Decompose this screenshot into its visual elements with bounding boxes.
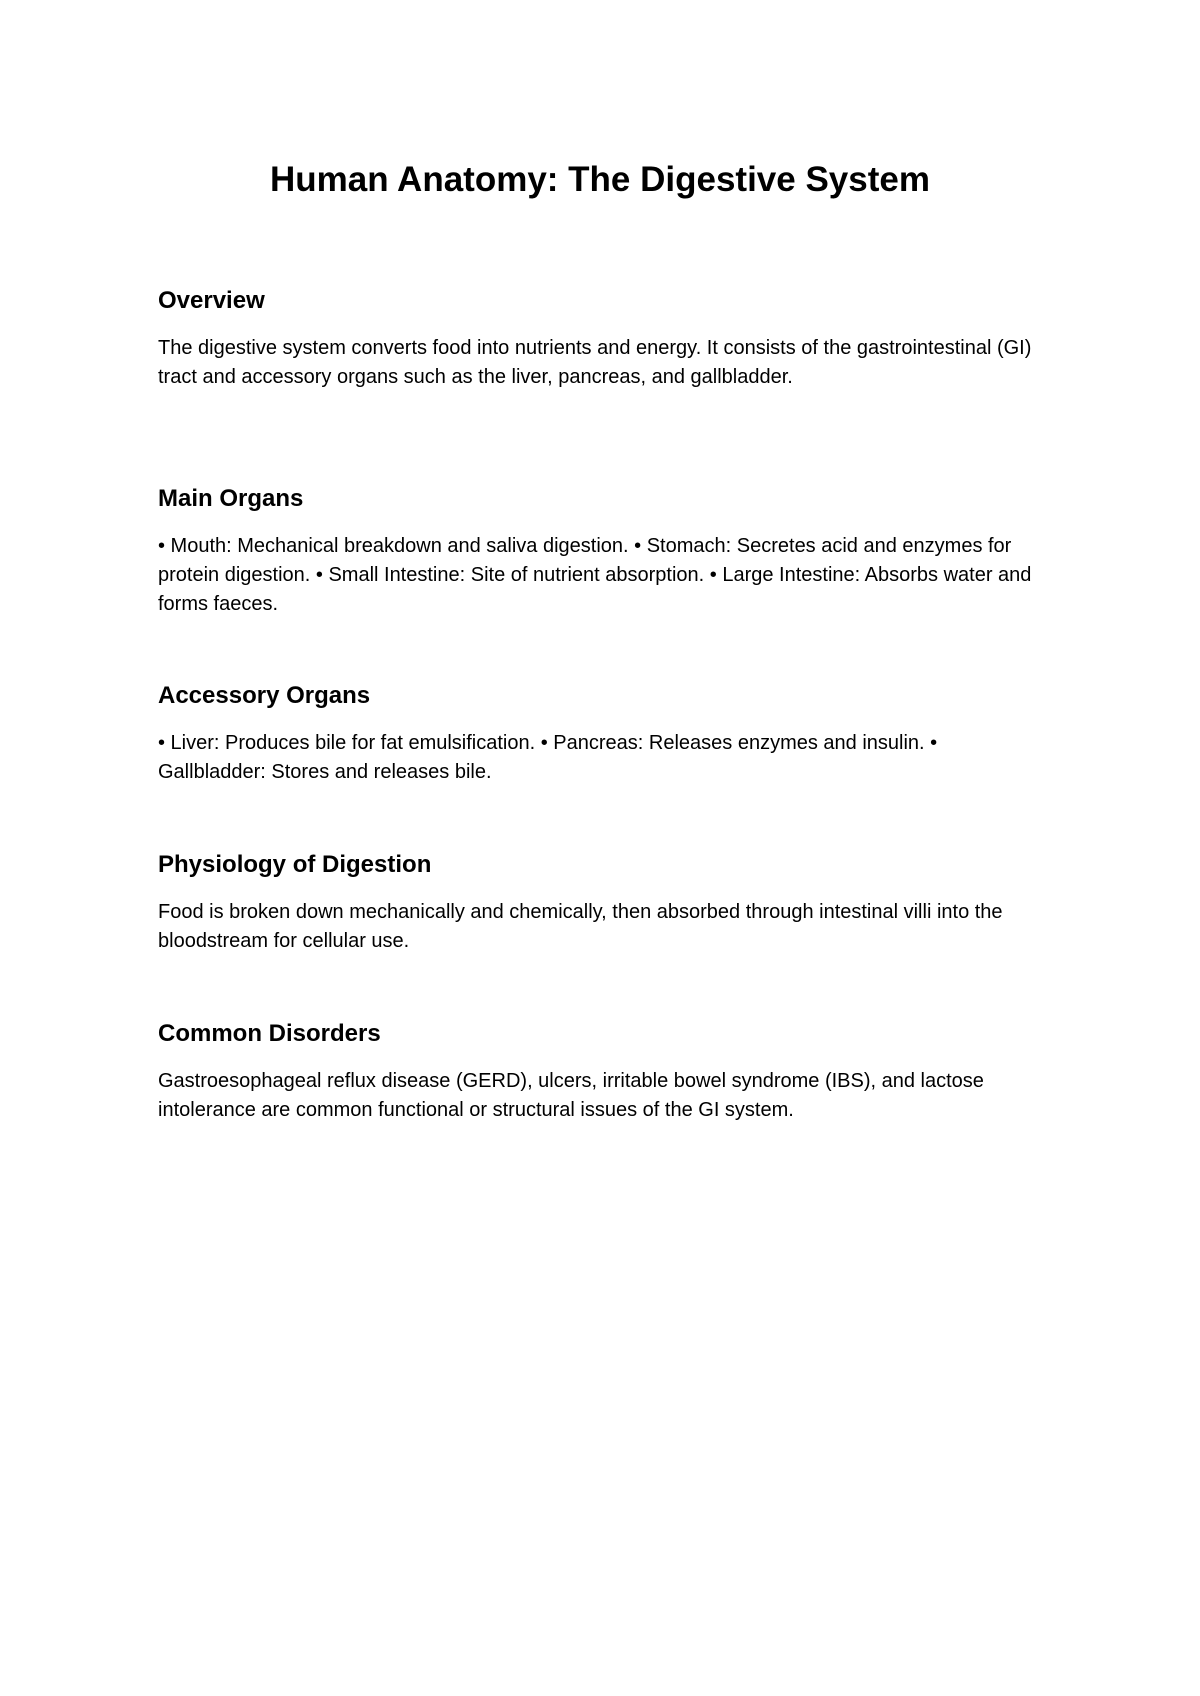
section-main-organs [158,484,1038,619]
section-body: • Liver: Produces bile for fat emulsification. • Pancreas: Releases enzymes and insulin. • Gallbladder: Stores and releases bile. [158,732,938,783]
section-heading: Main Organs [158,485,304,512]
section-common-disorders [158,1019,1038,1125]
section-heading: Physiology of Digestion [158,851,432,878]
section-body: • Mouth: Mechanical breakdown and saliva digestion. • Stomach: Secretes acid and enzymes for protein digestion. • Small Intestine: Site of nutrient absorption. • Large Intestine: Absorbs water and forms faeces. [158,535,1032,615]
document-title: Human Anatomy: The Digestive System [270,160,930,199]
section-heading: Common Disorders [158,1020,381,1047]
section-physiology-of-digestion [158,850,1038,956]
section-heading: Overview [158,287,265,314]
section-overview [158,286,1038,392]
section-accessory-organs [158,681,1038,787]
section-body: Food is broken down mechanically and chemically, then absorbed through intestinal villi into the bloodstream for cellular use. [158,901,1003,952]
section-heading: Accessory Organs [158,682,371,709]
section-body: The digestive system converts food into nutrients and energy. It consists of the gastrointestinal (GI) tract and accessory organs such as the liver, pancreas, and gallbladder. [158,337,1032,388]
section-body: Gastroesophageal reflux disease (GERD), ulcers, irritable bowel syndrome (IBS), and lactose intolerance are common functional or structural issues of the GI system. [158,1070,984,1121]
